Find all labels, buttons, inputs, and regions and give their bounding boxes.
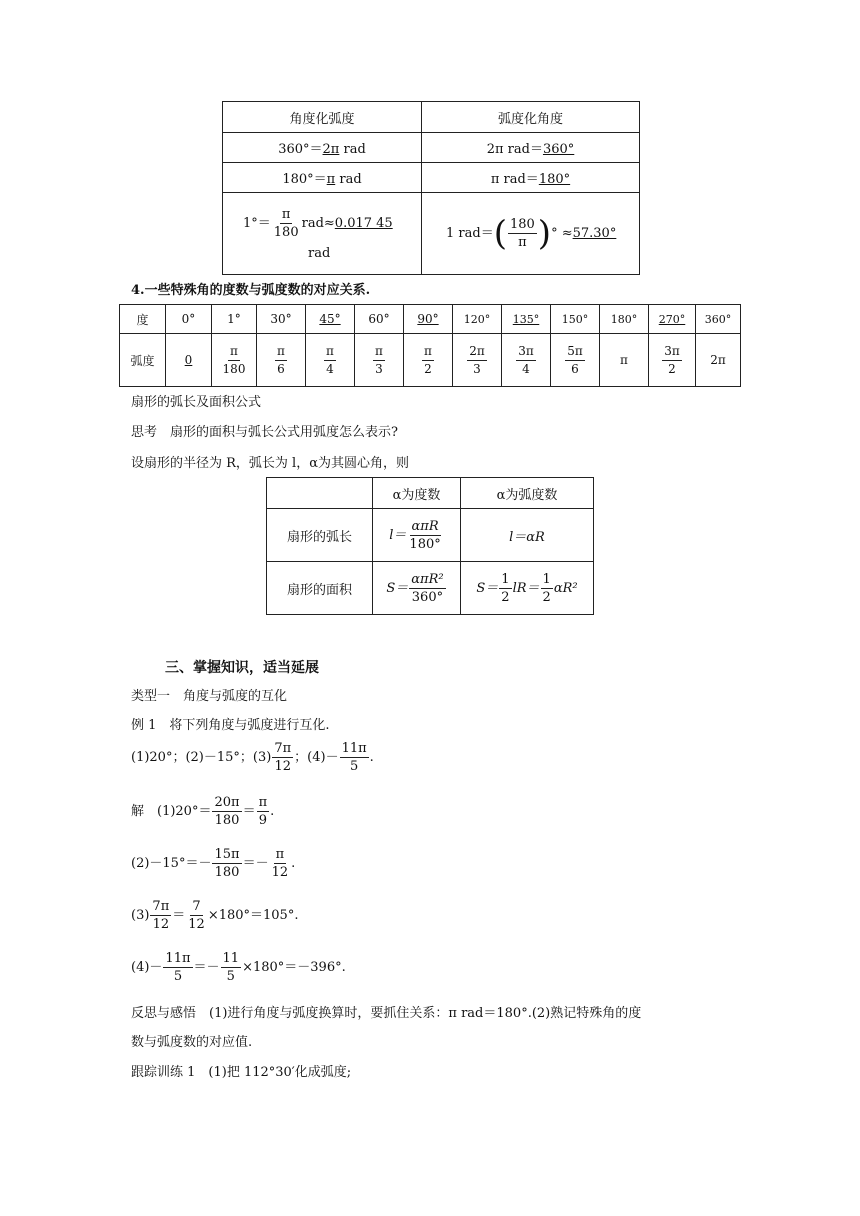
header-rad-to-deg: 弧度化角度 <box>422 102 640 133</box>
special-angles-table <box>119 304 741 387</box>
section-3-title: 三、掌握知识，适当延展 <box>165 660 319 676</box>
type-one-heading: 类型一 角度与弧度的互化 <box>131 689 288 704</box>
solution-3: (3) $\frac{7\pi}{12}$ ＝ $\frac{7}{12}$ ×180°＝105°. <box>131 899 299 932</box>
sector-formula-table <box>266 477 594 615</box>
deg-cell: 30° <box>257 305 306 334</box>
header-radian: α为弧度数 <box>461 478 594 509</box>
row-arc-length: 扇形的弧长 <box>267 509 373 562</box>
blank-corner <box>267 478 373 509</box>
deg-cell: 270° <box>649 305 696 334</box>
deg-cell: 45° <box>306 305 355 334</box>
rad-cell: $\frac{\pi}{180}$ <box>212 334 257 387</box>
rad-cell: $\frac{5\pi}{6}$ <box>551 334 600 387</box>
reflection-line-1: 反思与感悟 (1)进行角度与弧度换算时，要抓住关系：π rad＝180°.(2)熟记特殊角的度 <box>131 1006 642 1021</box>
row-area: 扇形的面积 <box>267 562 373 615</box>
degree-row-label: 度 <box>120 305 166 334</box>
arc-rad-formula: l＝αR <box>461 509 594 562</box>
cell-1rad: 1 rad＝( $\frac{180}{\pi}$ )° ≈57.30° <box>422 193 640 275</box>
rad-cell: $\frac{\pi}{3}$ <box>355 334 404 387</box>
rad-cell: $\frac{\pi}{2}$ <box>404 334 453 387</box>
deg-cell: 60° <box>355 305 404 334</box>
radian-row-label: 弧度 <box>120 334 166 387</box>
sector-heading: 扇形的弧长及面积公式 <box>131 395 262 410</box>
cell-2pi: 2π rad＝360° <box>422 133 640 163</box>
deg-cell: 135° <box>502 305 551 334</box>
rad-cell: 2π <box>696 334 741 387</box>
deg-cell: 90° <box>404 305 453 334</box>
example-1: 例 1 将下列角度与弧度进行互化. <box>131 718 330 733</box>
rad-cell: $\frac{\pi}{6}$ <box>257 334 306 387</box>
rad-cell: $\frac{3\pi}{2}$ <box>649 334 696 387</box>
solution-2: (2)－15°＝－ $\frac{15\pi}{180}$ ＝－ $\frac{\pi}{12}$ . <box>131 847 296 880</box>
sector-setup: 设扇形的半径为 R，弧长为 l，α为其圆心角，则 <box>131 456 409 471</box>
section-4-title: 4.一些特殊角的度数与弧度数的对应关系. <box>131 283 371 298</box>
cell-360: 360°＝2π rad <box>223 133 422 163</box>
cell-1deg: 1°＝ $\frac{\pi}{180}$ rad≈0.017 45 rad <box>223 193 422 275</box>
deg-cell: 1° <box>212 305 257 334</box>
rad-cell: 0 <box>166 334 212 387</box>
deg-cell: 180° <box>600 305 649 334</box>
deg-cell: 360° <box>696 305 741 334</box>
area-deg-formula: S＝ $\frac{\text{απR²}}{360^\circ}$ <box>373 562 461 615</box>
arc-deg-formula: l＝ $\frac{\text{απR}}{180^\circ}$ <box>373 509 461 562</box>
area-rad-formula: S＝ $\frac{1}{2}$ lR＝ $\frac{1}{2}$ αR² <box>461 562 594 615</box>
deg-cell: 0° <box>166 305 212 334</box>
practice-1: 跟踪训练 1 (1)把 112°30′化成弧度; <box>131 1065 352 1080</box>
rad-cell: $\frac{2\pi}{3}$ <box>453 334 502 387</box>
header-deg-to-rad: 角度化弧度 <box>223 102 422 133</box>
degree-row <box>120 305 741 334</box>
angle-radian-conversion-table <box>222 101 640 275</box>
cell-180: 180°＝π rad <box>223 163 422 193</box>
rad-cell: $\frac{\pi}{4}$ <box>306 334 355 387</box>
rad-cell: π <box>600 334 649 387</box>
example-items: (1)20°；(2)－15°；(3) $\frac{7\pi}{12}$ ；(4)－ $\frac{11\pi}{5}$ . <box>131 741 374 774</box>
radian-row <box>120 334 741 387</box>
deg-cell: 120° <box>453 305 502 334</box>
think-question: 思考 扇形的面积与弧长公式用弧度怎么表示? <box>131 425 398 440</box>
header-degree: α为度数 <box>373 478 461 509</box>
rad-cell: $\frac{3\pi}{4}$ <box>502 334 551 387</box>
solution-4: (4)－ $\frac{11\pi}{5}$ ＝－ $\frac{11}{5}$ ×180°＝－396°. <box>131 951 346 984</box>
deg-cell: 150° <box>551 305 600 334</box>
solution-1: 解 (1)20°＝ $\frac{20\pi}{180}$ ＝ $\frac{\pi}{9}$ . <box>131 795 275 828</box>
cell-pi: π rad＝180° <box>422 163 640 193</box>
reflection-line-2: 数与弧度数的对应值. <box>131 1035 253 1050</box>
